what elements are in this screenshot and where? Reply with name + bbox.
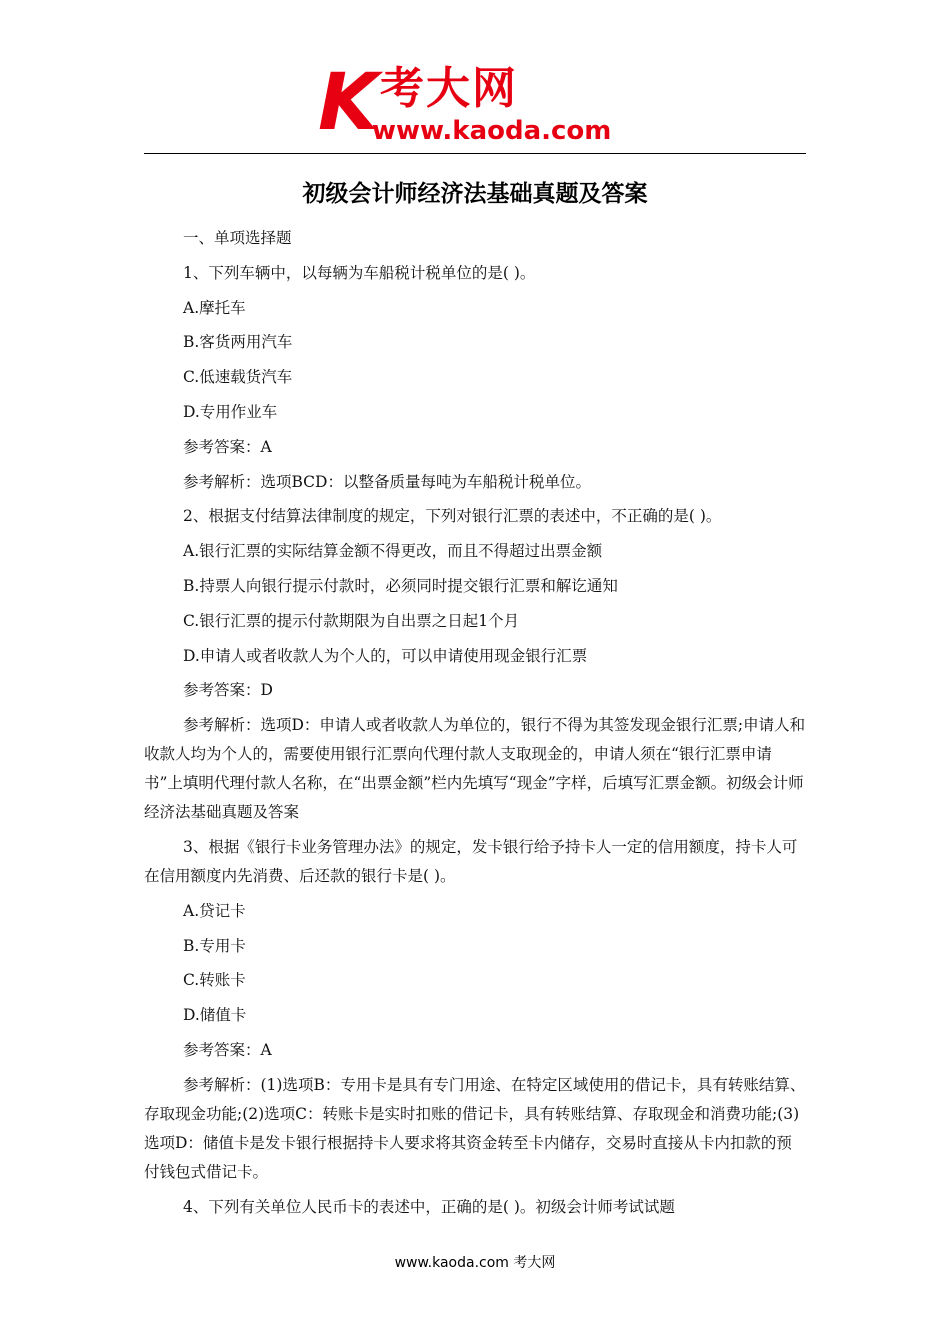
kaoda-logo[interactable]: [314, 58, 644, 148]
option: D.申请人或者收款人为个人的，可以申请使用现金银行汇票: [183, 646, 588, 665]
page-footer: www.kaoda.com 考大网: [394, 1255, 556, 1271]
option: C.低速载货汽车: [183, 368, 293, 387]
option: B.持票人向银行提示付款时，必须同时提交银行汇票和解讫通知: [183, 576, 618, 595]
section-heading: 一、单项选择题: [183, 229, 292, 247]
option: A.贷记卡: [183, 901, 246, 920]
explanation: 参考解析：选项D：申请人或者收款人为单位的，银行不得为其签发现金银行汇票;申请人和收款人均为个人的，需要使用银行汇票向代理付款人支取现金的，申请人须在“银行汇票申请书”上填明代理付款人名称，在“出票金额”栏内先填写“现金”字样，后填写汇票金额。初级会计师经济法基础真题及答案: [144, 716, 806, 822]
question-2: 2、根据支付结算法律制度的规定，下列对银行汇票的表述中，不正确的是( )。: [183, 507, 722, 526]
explanation: 参考解析：(1)选项B：专用卡是具有专门用途、在特定区域使用的借记卡，具有转账结算、存取现金功能;(2)选项C：转账卡是实时扣账的借记卡，具有转账结算、存取现金和消费功能;(3)选项D：储值卡是发卡银行根据持卡人要求将其资金转至卡内储存，交易时直接从卡内扣款的预付钱包式借记卡。: [144, 1075, 806, 1181]
logo-k-mark: K: [318, 58, 375, 148]
option: A.银行汇票的实际结算金额不得更改，而且不得超过出票金额: [183, 542, 603, 561]
answer: 参考答案：D: [183, 681, 273, 700]
document-body: [144, 224, 806, 1227]
explanation: 参考解析：选项BCD：以整备质量每吨为车船税计税单位。: [183, 472, 591, 491]
logo-url: www.kaoda.com: [372, 116, 612, 146]
option: D.专用作业车: [183, 402, 278, 421]
option: B.专用卡: [183, 936, 246, 955]
option: C.银行汇票的提示付款期限为自出票之日起1个月: [183, 611, 520, 630]
question-3: 3、根据《银行卡业务管理办法》的规定，发卡银行给予持卡人一定的信用额度，持卡人可在信用额度内先消费、后还款的银行卡是( )。: [144, 837, 798, 885]
question-1: 1、下列车辆中，以每辆为车船税计税单位的是( )。: [183, 263, 536, 282]
document-title: 初级会计师经济法基础真题及答案: [302, 180, 648, 207]
option: D.储值卡: [183, 1006, 247, 1025]
logo-brand-name: 考大网: [380, 63, 518, 114]
option: B.客货两用汽车: [183, 333, 293, 352]
question-4: 4、下列有关单位人民币卡的表述中，正确的是( )。初级会计师考试试题: [183, 1197, 675, 1216]
option: A.摩托车: [183, 298, 246, 317]
option: C.转账卡: [183, 971, 246, 990]
header-divider: [144, 153, 806, 154]
answer: 参考答案：A: [183, 1040, 272, 1059]
answer: 参考答案：A: [183, 437, 272, 456]
